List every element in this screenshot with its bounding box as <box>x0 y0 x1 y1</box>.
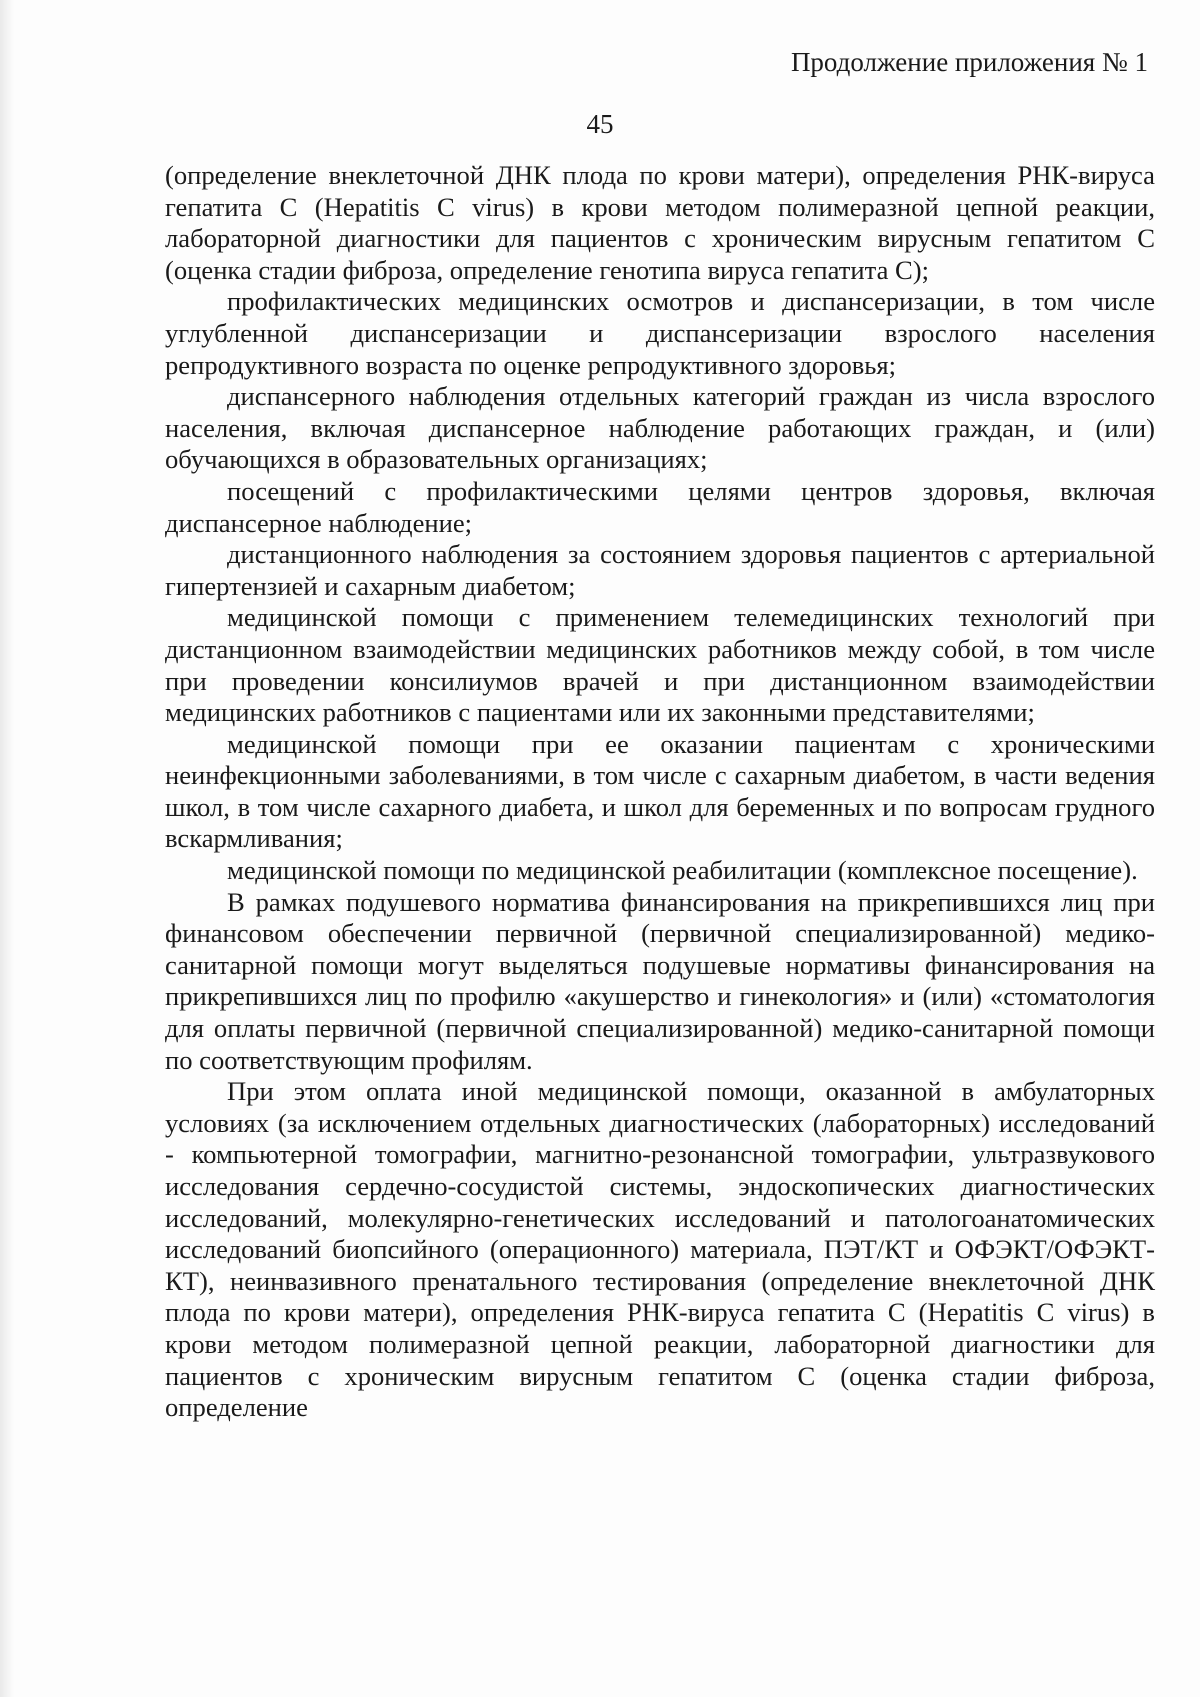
paragraph: дистанционного наблюдения за состоянием здоровья пациентов с артериальной гипертензией и сахарным диабетом; <box>165 539 1155 601</box>
paragraph: посещений с профилактическими целями центров здоровья, включая диспансерное наблюдение; <box>165 475 1155 538</box>
paragraph: медицинской помощи с применением телемедицинских технологий при дистанционном взаимодействии медицинских работников между собой, в том числе при проведении консилиумов врачей и при дистанционном взаимодействии медицинских работников с пациентами или их законными представителями; <box>165 602 1155 728</box>
paragraph: медицинской помощи по медицинской реабилитации (комплексное посещение). <box>227 855 1138 886</box>
paragraph: В рамках подушевого норматива финансирования на прикрепившихся лиц при финансовом обеспечении первичной (первичной специализированной) медико-санитарной помощи могут выделяться подушевые нормативы финансирования на прикрепившихся лиц по профилю «акушерство и гинекология» и (или) «стоматология для оплаты первичной (первичной специализированной) медико-санитарной помощи по соответствующим профилям. <box>165 886 1155 1075</box>
appendix-continuation-note: Продолжение приложения № 1 <box>790 47 1148 77</box>
paragraph: диспансерного наблюдения отдельных категорий граждан из числа взрослого населения, включая диспансерное наблюдение работающих граждан, и (или) обучающихся в образовательных организациях; <box>165 381 1155 475</box>
paragraph: При этом оплата иной медицинской помощи, оказанной в амбулаторных условиях (за исключением отдельных диагностических (лабораторных) исследований - компьютерной томографии, магнитно-резонансной томографии, ультразвукового исследования сердечно-сосудистой системы, эндоскопических диагностических исследований, молекулярно-генетических исследований и патологоанатомических исследований биопсийного (операционного) материала, ПЭТ/КТ и ОФЭКТ/ОФЭКТ-КТ), неинвазивного пренатального тестирования (определение внеклеточной ДНК плода по крови матери), определения РНК-вируса гепатита С (Hepatitis С virus) в крови методом полимеразной цепной реакции, лабораторной диагностики для пациентов с хроническим вирусным гепатитом С (оценка стадии фиброза, определение <box>165 1076 1155 1423</box>
scan-edge-shadow <box>0 0 14 1697</box>
document-body <box>165 160 1155 1424</box>
paragraph: медицинской помощи при ее оказании пациентам с хроническими неинфекционными заболеваниями, в том числе с сахарным диабетом, в части ведения школ, в том числе сахарного диабета, и школ для беременных и по вопросам грудного вскармливания; <box>165 728 1155 854</box>
paragraph: (определение внеклеточной ДНК плода по крови матери), определения РНК-вируса гепатита С (Hepatitis С virus) в крови методом полимеразной цепной реакции, лабораторной диагностики для пациентов с хроническим вирусным гепатитом С (оценка стадии фиброза, определение генотипа вируса гепатита С); <box>165 160 1155 285</box>
page-number: 45 <box>586 109 614 139</box>
paragraph: профилактических медицинских осмотров и диспансеризации, в том числе углубленной диспансеризации и диспансеризации взрослого населения репродуктивного возраста по оценке репродуктивного здоровья; <box>165 286 1155 380</box>
